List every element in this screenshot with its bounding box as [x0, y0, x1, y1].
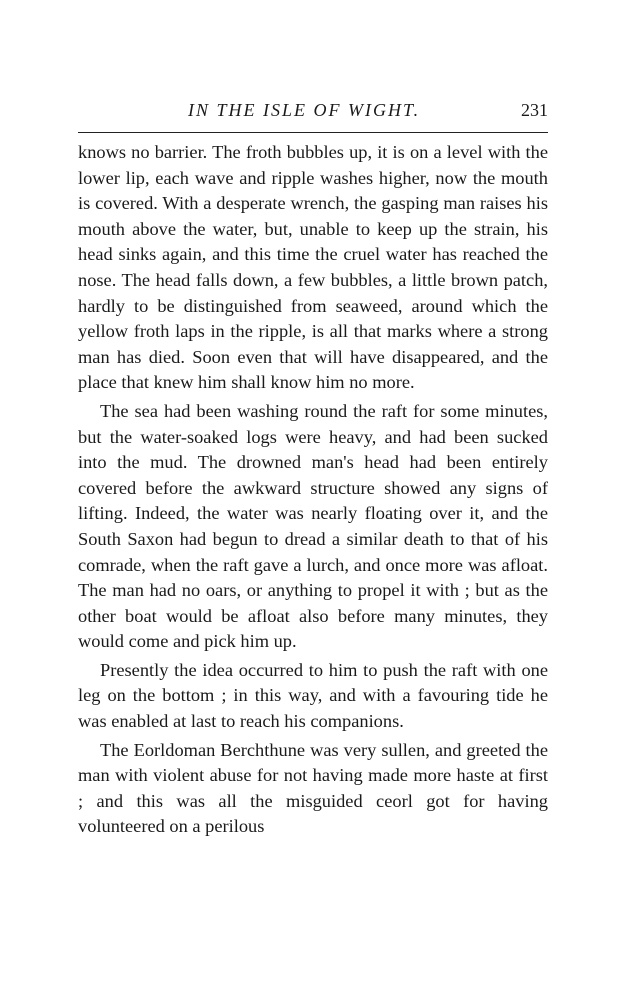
body-text: [78, 140, 548, 840]
page-number: 231: [521, 100, 548, 120]
page-header: [78, 100, 548, 130]
paragraph: Presently the idea occurred to him to push the raft with one leg on the bottom ; in this way, and with a favouring tide he was enabled at last to reach his companions.: [78, 659, 548, 732]
paragraph: The sea had been washing round the raft for some minutes, but the water-soaked logs were heavy, and had been sucked into the mud. The drowned man's head had been entirely covered before the awkward structure showed any signs of lifting. Indeed, the water was nearly floating over it, and the South Saxon had begun to dread a similar death to that of his comrade, when the raft gave a lurch, and once more was afloat. The man had no oars, or anything to propel it with ; but as the other boat would be afloat also before many minutes, they would come and pick him up.: [78, 400, 548, 652]
paragraph: knows no barrier. The froth bubbles up, it is on a level with the lower lip, each wave and ripple washes higher, now the mouth is covered. With a desperate wrench, the gasping man raises his mouth above the water, but, unable to keep up the strain, his head sinks again, and this time the cruel water has reached the nose. The head falls down, a few bubbles, a little brown patch, hardly to be distinguished from seaweed, around which the yellow froth laps in the ripple, is all that marks where a strong man has died. Soon even that will have disappeared, and the place that knew him shall know him no more.: [78, 142, 548, 393]
header-rule: [78, 132, 548, 133]
running-title: IN THE ISLE OF WIGHT.: [188, 100, 421, 120]
paragraph: The Eorldoman Berchthune was very sullen, and greeted the man with violent abuse for not having made more haste at first ; and this was all the misguided ceorl got for having volunteered on a perilous: [78, 739, 548, 837]
